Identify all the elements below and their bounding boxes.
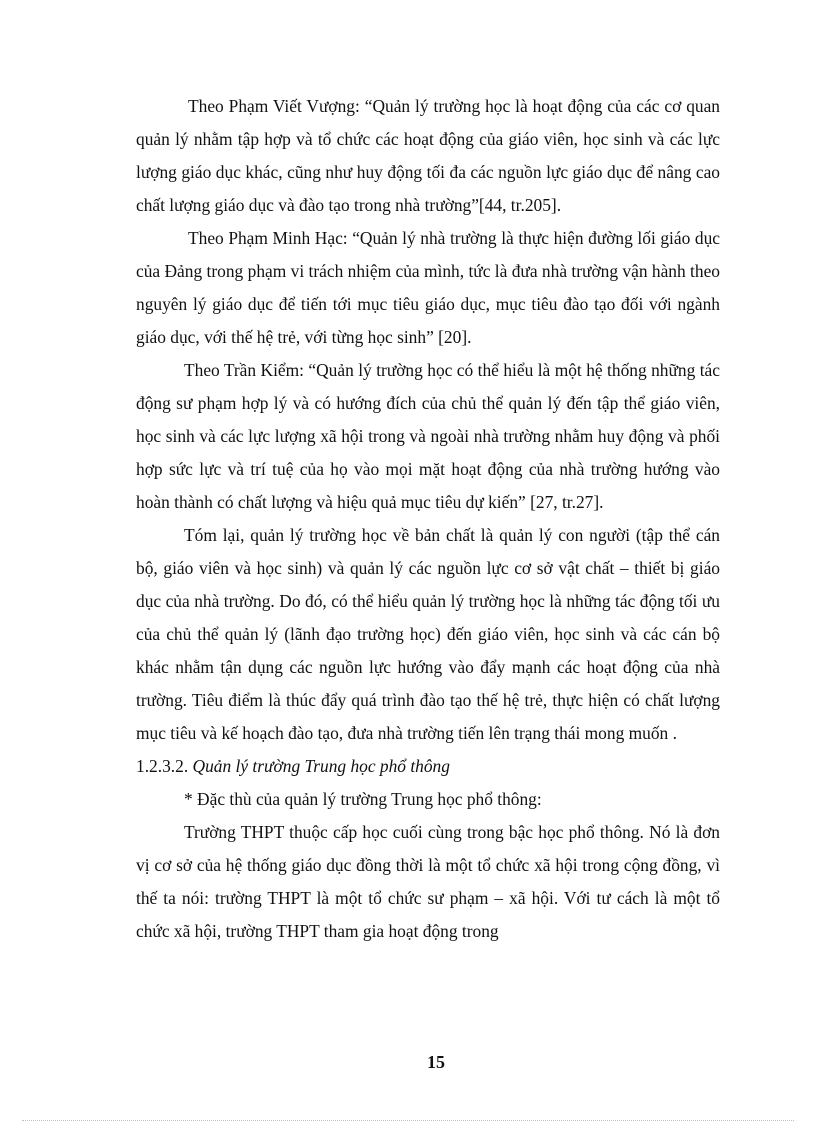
paragraph-thpt: Trường THPT thuộc cấp học cuối cùng trong bậc học phổ thông. Nó là đơn vị cơ sở của hệ thống giáo dục đồng thời là một tổ chức xã hội trong cộng đồng, vì thế ta nói: trường THPT là một tổ chức sư phạm – xã hội. Với tư cách là một tổ chức xã hội, trường THPT tham gia hoạt động trong (136, 822, 720, 941)
page-number: 15 (427, 1052, 445, 1072)
paragraph-pham-minh-hac: Theo Phạm Minh Hạc: “Quản lý nhà trường là thực hiện đường lối giáo dục của Đảng trong phạm vi trách nhiệm của mình, tức là đưa nhà trường vận hành theo nguyên lý giáo dục để tiến tới mục tiêu giáo dục, mục tiêu đào tạo đối với ngành giáo dục, với thế hệ trẻ, với từng học sinh” [20]. (136, 228, 720, 347)
section-heading (136, 750, 720, 783)
paragraph-pham-viet-vuong: Theo Phạm Viết Vượng: “Quản lý trường học là hoạt động của các cơ quan quản lý nhằm tập hợp và tổ chức các hoạt động của giáo viên, học sinh và các lực lượng giáo dục khác, cũng như huy động tối đa các nguồn lực giáo dục để nâng cao chất lượng giáo dục và đào tạo trong nhà trường”[44, tr.205]. (136, 96, 720, 215)
page-border (22, 1120, 794, 1121)
paragraph-tran-kiem: Theo Trần Kiểm: “Quản lý trường học có thể hiểu là một hệ thống những tác động sư phạm hợp lý và có hướng đích của chủ thể quản lý đến tập thể giáo viên, học sinh và các lực lượng xã hội trong và ngoài nhà trường nhằm huy động và phối hợp sức lực và trí tuệ của họ vào mọi mặt hoạt động của nhà trường hướng vào hoàn thành có chất lượng và hiệu quả mục tiêu dự kiến” [27, tr.27]. (136, 360, 720, 512)
subheading: * Đặc thù của quản lý trường Trung học phổ thông: (184, 789, 542, 809)
section-number: 1.2.3.2. (136, 756, 189, 776)
paragraph-summary: Tóm lại, quản lý trường học về bản chất là quản lý con người (tập thể cán bộ, giáo viên và học sinh) và quản lý các nguồn lực cơ sở vật chất – thiết bị giáo dục của nhà trường. Do đó, có thể hiểu quản lý trường học là những tác động tối ưu của chủ thể quản lý (lãnh đạo trường học) đến giáo viên, học sinh và các cán bộ khác nhằm tận dụng các nguồn lực hướng vào đẩy mạnh các hoạt động của nhà trường. Tiêu điểm là thúc đẩy quá trình đào tạo thế hệ trẻ, thực hiện có chất lượng mục tiêu và kế hoạch đào tạo, đưa nhà trường tiến lên trạng thái mong muốn . (136, 525, 720, 743)
body-text (136, 90, 720, 948)
section-title: Quản lý trường Trung học phổ thông (192, 756, 450, 776)
